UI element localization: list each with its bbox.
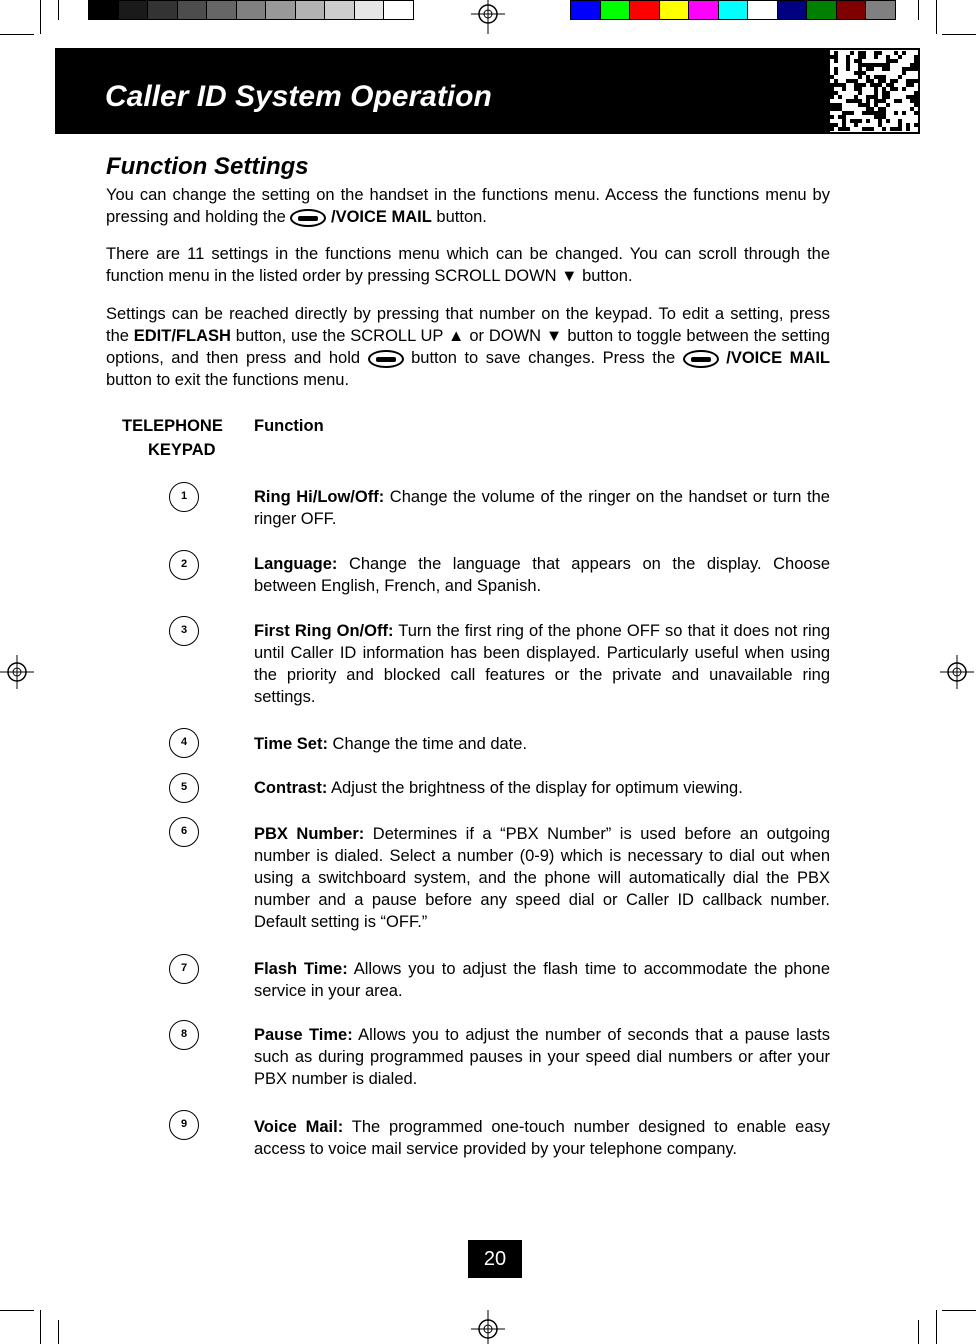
qr-module [910, 63, 914, 67]
color-swatch [865, 0, 896, 20]
qr-module [894, 51, 898, 55]
text-span: button to save changes. Press the [403, 349, 676, 367]
function-description: Turn the first ring of the phone OFF so that it does not ring until Caller ID information has been displayed. Particularly useful when using the priority and blocked call features or the private and unavailable ring settings. [254, 622, 830, 706]
keypad-key-6: 6 [169, 817, 199, 847]
column-header-keypad: KEYPAD [148, 441, 216, 459]
keypad-key-2: 2 [169, 550, 199, 580]
gray-swatch [236, 0, 267, 20]
qr-module [866, 127, 870, 131]
qr-module [862, 55, 866, 59]
qr-module [882, 87, 886, 91]
function-entry [254, 958, 830, 1002]
qr-module [870, 63, 874, 67]
qr-module [858, 87, 862, 91]
qr-module [874, 111, 878, 115]
qr-module [906, 67, 910, 71]
color-swatch [836, 0, 867, 20]
function-description: Change the time and date. [327, 735, 528, 753]
color-swatch [777, 0, 808, 20]
page-number: 20 [468, 1240, 522, 1278]
qr-module [914, 79, 918, 83]
color-swatch [747, 0, 778, 20]
qr-module [870, 111, 874, 115]
qr-module [886, 83, 890, 87]
qr-module [894, 127, 898, 131]
keypad-key-5: 5 [169, 773, 199, 803]
qr-module [914, 55, 918, 59]
gray-swatch [206, 0, 237, 20]
qr-module [886, 55, 890, 59]
qr-module [874, 95, 878, 99]
qr-module [866, 103, 870, 107]
qr-module [878, 119, 882, 123]
qr-module [854, 79, 858, 83]
crop-mark [936, 1310, 937, 1344]
qr-module [858, 63, 862, 67]
qr-module [834, 59, 838, 63]
qr-module [878, 83, 882, 87]
qr-module [858, 75, 862, 79]
function-label: Contrast: [254, 779, 328, 797]
qr-module [914, 123, 918, 127]
qr-module [878, 111, 882, 115]
qr-module [854, 83, 858, 87]
function-label: Language: [254, 555, 338, 573]
qr-module [830, 55, 834, 59]
qr-module [854, 71, 858, 75]
gray-swatch [147, 0, 178, 20]
qr-module [866, 63, 870, 67]
qr-module [842, 119, 846, 123]
qr-module [882, 63, 886, 67]
keypad-key-7: 7 [169, 954, 199, 984]
qr-module [890, 59, 894, 63]
qr-module [882, 111, 886, 115]
function-entry [254, 553, 830, 597]
qr-module [846, 55, 850, 59]
qr-module [838, 103, 842, 107]
color-swatch [688, 0, 719, 20]
qr-module [834, 71, 838, 75]
voice-mail-button-icon [683, 350, 719, 368]
qr-module [854, 123, 858, 127]
qr-module [866, 75, 870, 79]
qr-module [874, 91, 878, 95]
function-entry [254, 486, 830, 530]
qr-module [898, 119, 902, 123]
qr-module [842, 115, 846, 119]
qr-module [878, 107, 882, 111]
gray-swatch [295, 0, 326, 20]
crop-mark [58, 0, 59, 20]
keypad-key-4: 4 [169, 728, 199, 758]
registration-mark-icon [471, 1310, 505, 1344]
function-description: Allows you to adjust the number of seconds that a pause lasts such as during programmed pauses in your speed dial numbers or after your PBX number is dialed. [254, 1026, 831, 1088]
qr-module [842, 111, 846, 115]
qr-module [842, 87, 846, 91]
crop-mark [40, 1310, 41, 1344]
qr-module [850, 99, 854, 103]
text-span: button. [431, 208, 487, 226]
qr-module [874, 103, 878, 107]
qr-module [858, 67, 862, 71]
qr-module [882, 79, 886, 83]
qr-module [886, 67, 890, 71]
qr-module [882, 75, 886, 79]
qr-module [858, 99, 862, 103]
qr-module [874, 83, 878, 87]
qr-module [854, 59, 858, 63]
qr-module [854, 95, 858, 99]
qr-module [850, 111, 854, 115]
qr-module [914, 91, 918, 95]
qr-module [890, 79, 894, 83]
qr-module [834, 83, 838, 87]
qr-module [858, 91, 862, 95]
qr-module [858, 51, 862, 55]
qr-module [854, 87, 858, 91]
gray-swatch [383, 0, 414, 20]
qr-module [846, 99, 850, 103]
qr-module [830, 83, 834, 87]
qr-module [894, 87, 898, 91]
qr-module [862, 51, 866, 55]
color-swatch [659, 0, 690, 20]
qr-module [914, 67, 918, 71]
qr-module [902, 67, 906, 71]
keypad-key-9: 9 [169, 1110, 199, 1140]
qr-module [834, 123, 838, 127]
qr-module [846, 79, 850, 83]
qr-module [870, 79, 874, 83]
qr-module [830, 107, 834, 111]
function-label: Pause Time: [254, 1026, 353, 1044]
qr-module [882, 115, 886, 119]
crop-mark [58, 1320, 59, 1344]
qr-module [910, 67, 914, 71]
gray-swatch [177, 0, 208, 20]
qr-module [882, 95, 886, 99]
column-header-telephone: TELEPHONE [122, 417, 223, 435]
qr-module [886, 59, 890, 63]
qr-module [882, 67, 886, 71]
page-title: Caller ID System Operation [105, 80, 492, 113]
function-description: Determines if a “PBX Number” is used before an outgoing number is dialed. Select a number (0-9) which is necessary to dial out when using a switchboard system, and the phone will automatically dial the PBX number and a pause before any speed dial or Caller ID callback number. Default setting is “OFF.” [254, 825, 830, 931]
color-swatch [600, 0, 631, 20]
qr-module [874, 99, 878, 103]
qr-module [866, 107, 870, 111]
qr-module [902, 87, 906, 91]
keypad-key-3: 3 [169, 616, 199, 646]
qr-module [914, 59, 918, 63]
qr-module [902, 71, 906, 75]
crop-mark [936, 0, 937, 34]
qr-module [874, 51, 878, 55]
qr-module [830, 87, 834, 91]
voice-mail-label: /VOICE MAIL [331, 208, 432, 226]
qr-module [870, 107, 874, 111]
function-entry [254, 777, 830, 799]
qr-module [846, 127, 850, 131]
function-label: Flash Time: [254, 960, 348, 978]
function-description: Change the language that appears on the display. Choose between English, French, and Spanish. [254, 555, 830, 595]
qr-module [910, 95, 914, 99]
qr-module [854, 99, 858, 103]
qr-module [866, 119, 870, 123]
qr-module [910, 79, 914, 83]
qr-module [874, 63, 878, 67]
qr-module [830, 103, 834, 107]
qr-module [910, 107, 914, 111]
qr-module [878, 63, 882, 67]
qr-module [834, 91, 838, 95]
gray-swatch [324, 0, 355, 20]
function-label: Ring Hi/Low/Off: [254, 488, 385, 506]
qr-module [838, 83, 842, 87]
qr-module [878, 99, 882, 103]
qr-module [898, 99, 902, 103]
intro-paragraph-1 [106, 184, 830, 228]
qr-module [870, 127, 874, 131]
qr-module [838, 127, 842, 131]
qr-module [830, 75, 834, 79]
qr-module [906, 127, 910, 131]
qr-module [882, 91, 886, 95]
qr-module [862, 111, 866, 115]
qr-module [830, 123, 834, 127]
qr-module [862, 63, 866, 67]
qr-module [834, 55, 838, 59]
qr-module [850, 51, 854, 55]
header-banner [55, 48, 920, 134]
qr-module [878, 115, 882, 119]
qr-module [906, 79, 910, 83]
qr-module [866, 111, 870, 115]
section-heading: Function Settings [106, 153, 309, 180]
qr-module [874, 75, 878, 79]
function-label: Time Set: [254, 735, 328, 753]
crop-mark [918, 0, 919, 20]
qr-module [838, 95, 842, 99]
qr-module [846, 63, 850, 67]
qr-module [878, 51, 882, 55]
intro-paragraph-3 [106, 303, 830, 391]
qr-module [834, 103, 838, 107]
crop-mark [918, 1320, 919, 1344]
crop-mark [942, 34, 976, 35]
qr-module [842, 123, 846, 127]
text-span: button to exit the functions menu. [106, 371, 350, 389]
qr-module [834, 67, 838, 71]
qr-module [830, 91, 834, 95]
qr-module [834, 79, 838, 83]
qr-module [914, 111, 918, 115]
gray-swatch [88, 0, 119, 20]
registration-mark-icon [471, 0, 505, 34]
qr-module [882, 107, 886, 111]
qr-module [870, 67, 874, 71]
qr-module [878, 79, 882, 83]
qr-module [882, 127, 886, 131]
qr-module [834, 51, 838, 55]
qr-module [858, 59, 862, 63]
qr-module [866, 67, 870, 71]
qr-module [898, 127, 902, 131]
qr-module [858, 55, 862, 59]
function-label: PBX Number: [254, 825, 365, 843]
qr-module [862, 127, 866, 131]
qr-module [866, 99, 870, 103]
qr-module [914, 63, 918, 67]
registration-mark-icon [940, 655, 974, 689]
qr-module [842, 83, 846, 87]
qr-module [850, 79, 854, 83]
text-span: button, use the SCROLL UP ▲ or DOWN ▼ button to toggle between the setting options, and then press and hold [106, 327, 830, 367]
function-description: Adjust the brightness of the display for optimum viewing. [327, 779, 743, 797]
qr-module [910, 83, 914, 87]
gray-swatch [354, 0, 385, 20]
qr-module [890, 127, 894, 131]
qr-module [846, 111, 850, 115]
qr-module [902, 111, 906, 115]
qr-module [894, 111, 898, 115]
qr-module [846, 67, 850, 71]
qr-module [834, 107, 838, 111]
function-entry [254, 733, 830, 755]
qr-module [914, 99, 918, 103]
qr-module [858, 103, 862, 107]
gray-swatch [265, 0, 296, 20]
qr-module [858, 71, 862, 75]
qr-module [842, 127, 846, 131]
qr-module [894, 99, 898, 103]
qr-module [874, 115, 878, 119]
intro-paragraph-2: There are 11 settings in the functions menu which can be changed. You can scroll through the function menu in the listed order by pressing SCROLL DOWN ▼ button. [106, 245, 830, 285]
qr-module [898, 55, 902, 59]
qr-module [878, 123, 882, 127]
qr-module [862, 71, 866, 75]
function-label: First Ring On/Off: [254, 622, 394, 640]
qr-module [886, 119, 890, 123]
qr-module [890, 83, 894, 87]
function-entry [254, 1116, 830, 1160]
function-entry [254, 1024, 830, 1090]
crop-mark [0, 34, 34, 35]
keypad-key-1: 1 [169, 482, 199, 512]
save-button-icon [368, 350, 404, 368]
qr-module [870, 95, 874, 99]
qr-module [886, 63, 890, 67]
qr-module [854, 119, 858, 123]
qr-module [886, 103, 890, 107]
registration-mark-icon [0, 655, 34, 689]
qr-module [878, 75, 882, 79]
gray-swatch [118, 0, 149, 20]
qr-module [886, 95, 890, 99]
qr-module [830, 95, 834, 99]
qr-module [846, 59, 850, 63]
qr-module [874, 55, 878, 59]
qr-module [898, 75, 902, 79]
color-swatch [570, 0, 601, 20]
keypad-key-8: 8 [169, 1020, 199, 1050]
qr-module [862, 83, 866, 87]
qr-module [906, 83, 910, 87]
function-label: Voice Mail: [254, 1118, 344, 1136]
qr-module [858, 83, 862, 87]
qr-module [862, 103, 866, 107]
function-description: Allows you to adjust the flash time to accommodate the phone service in your area. [254, 960, 831, 1000]
qr-module [914, 95, 918, 99]
voice-mail-label: /VOICE MAIL [726, 349, 830, 367]
edit-flash-label: EDIT/FLASH [133, 327, 231, 345]
crop-mark [40, 0, 41, 34]
qr-module [882, 99, 886, 103]
qr-module [906, 95, 910, 99]
color-swatch [806, 0, 837, 20]
qr-module [902, 51, 906, 55]
qr-module [866, 95, 870, 99]
qr-module [838, 107, 842, 111]
crop-mark [942, 1310, 976, 1311]
qr-module [830, 115, 834, 119]
function-entry [254, 620, 830, 708]
qr-module [914, 103, 918, 107]
qr-module [886, 91, 890, 95]
qr-module [906, 123, 910, 127]
color-swatch [718, 0, 749, 20]
text-span: Settings can be reached directly by pressing that number on the keypad. To edit a setting, press the [106, 305, 830, 345]
qr-module [870, 83, 874, 87]
function-description: Change the volume of the ringer on the handset or turn the ringer OFF. [254, 488, 830, 528]
qr-module [894, 59, 898, 63]
qr-code-icon [830, 50, 918, 132]
text-span: You can change the setting on the handset in the functions menu. Access the functions menu by pressing and holding the [106, 186, 830, 226]
qr-module [894, 79, 898, 83]
qr-module [866, 79, 870, 83]
qr-module [858, 119, 862, 123]
qr-module [890, 87, 894, 91]
qr-module [910, 99, 914, 103]
qr-module [874, 87, 878, 91]
color-swatch [629, 0, 660, 20]
qr-module [830, 127, 834, 131]
column-header-function: Function [254, 417, 324, 435]
crop-mark [0, 1310, 34, 1311]
qr-module [838, 115, 842, 119]
qr-module [898, 123, 902, 127]
voice-mail-button-icon [290, 209, 326, 227]
function-description: The programmed one-touch number designed to enable easy access to voice mail service provided by your telephone company. [254, 1118, 830, 1158]
qr-module [850, 119, 854, 123]
function-entry [254, 823, 830, 933]
